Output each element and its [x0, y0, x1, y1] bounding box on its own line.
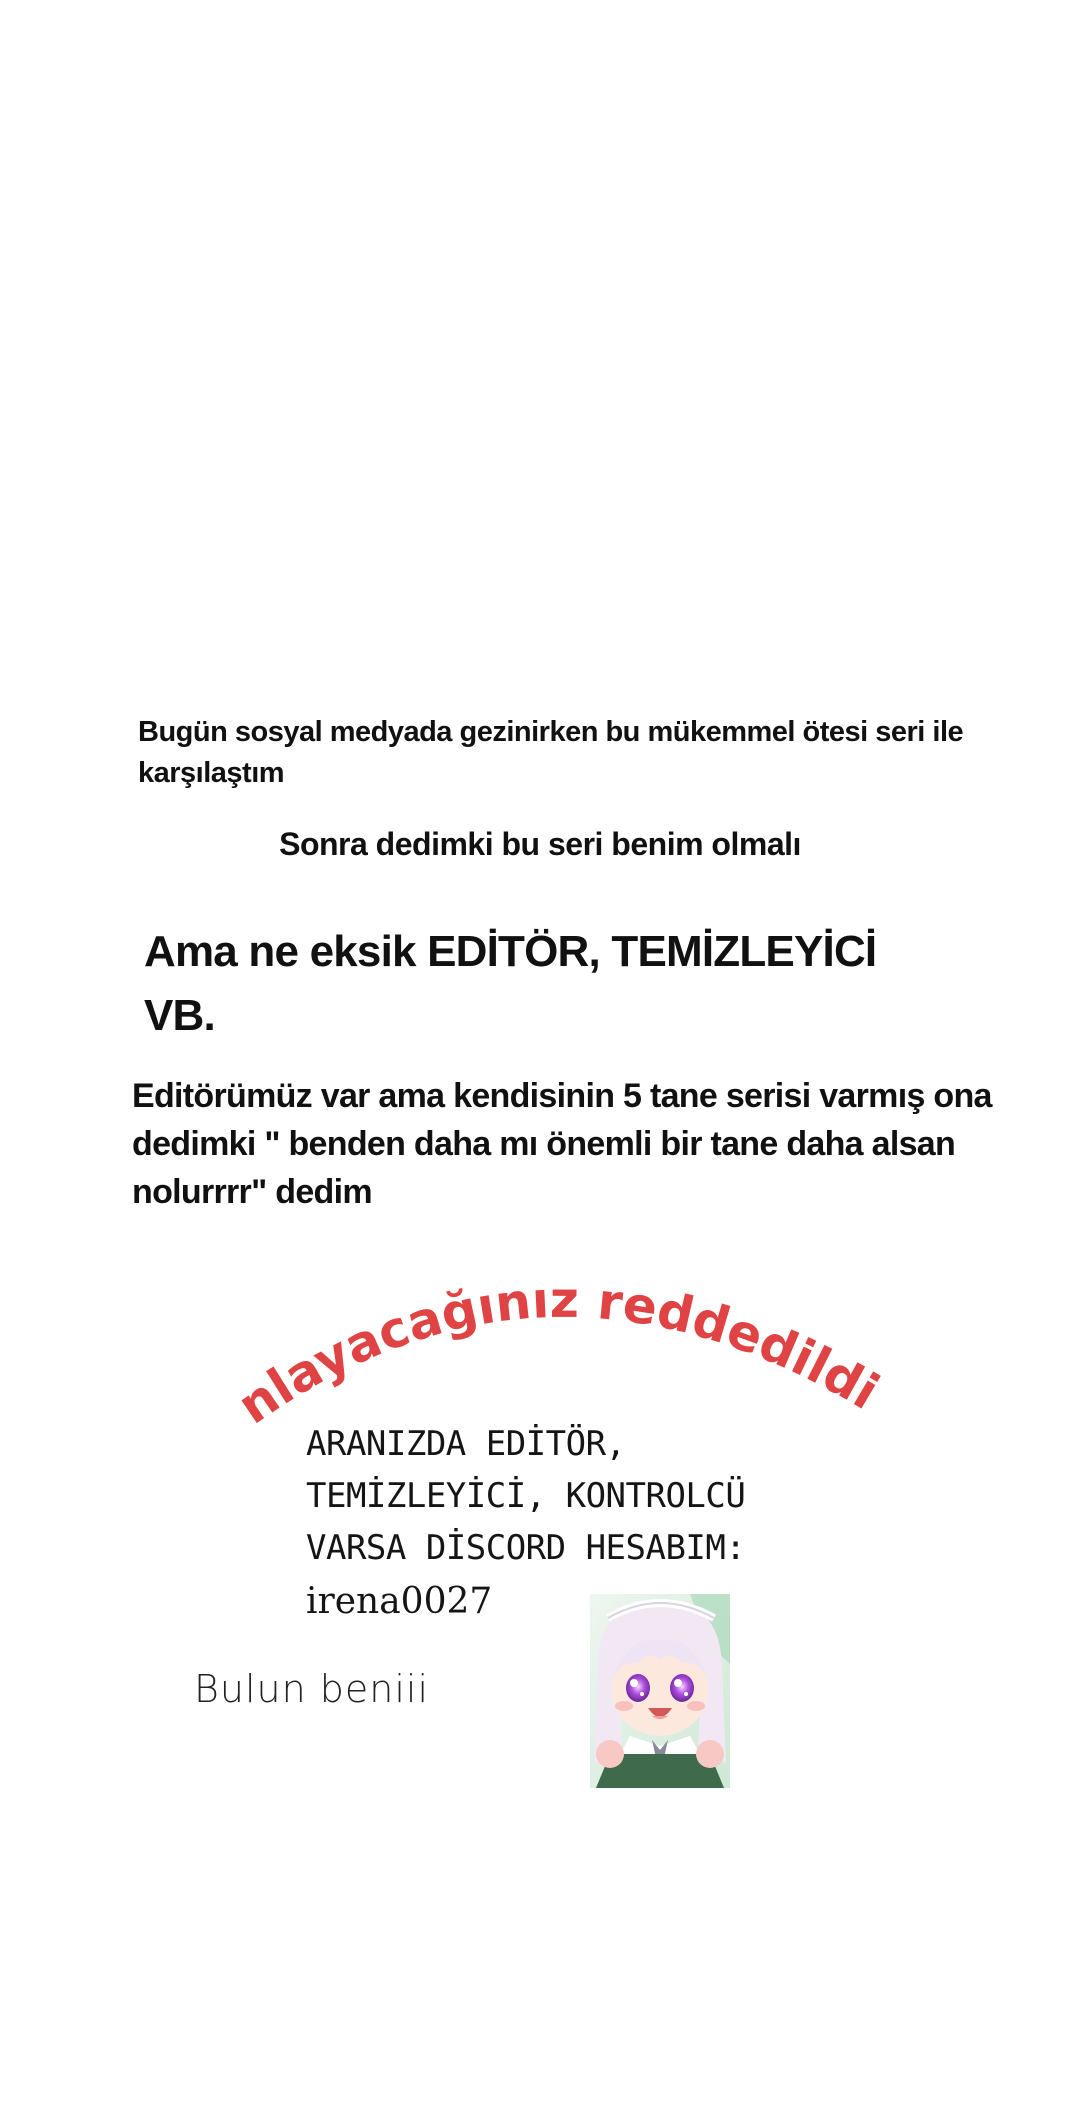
- signoff-text: Bulun beniii: [194, 1667, 430, 1711]
- second-line: Sonra dedimki bu seri benim olmalı: [279, 826, 801, 862]
- svg-text:Anlayacağınız reddedildim: [194, 1204, 889, 1435]
- arc-text-label: Anlayacağınız reddedildim: [193, 1204, 889, 1436]
- discord-handle: irena0027: [306, 1581, 493, 1622]
- missing-staff-heading: Ama ne eksik EDİTÖR, TEMİZLEYİCİ VB.: [144, 927, 877, 1040]
- intro-line: Bugün sosyal medyada gezinirken bu mükemmel ötesi seri ile karşılaştım: [138, 716, 964, 789]
- anime-girl-avatar-icon: [590, 1594, 730, 1788]
- editor-story-paragraph: Editörümüz var ama kendisinin 5 tane serisi varmış ona dedimki " benden daha mı önemli bir tane daha alsan nolurrrr" dedim: [132, 1077, 992, 1211]
- recruitment-message: ARANIZDA EDİTÖR, TEMİZLEYİCİ, KONTROLCÜ VARSA DİSCORD HESABIM:: [306, 1424, 746, 1568]
